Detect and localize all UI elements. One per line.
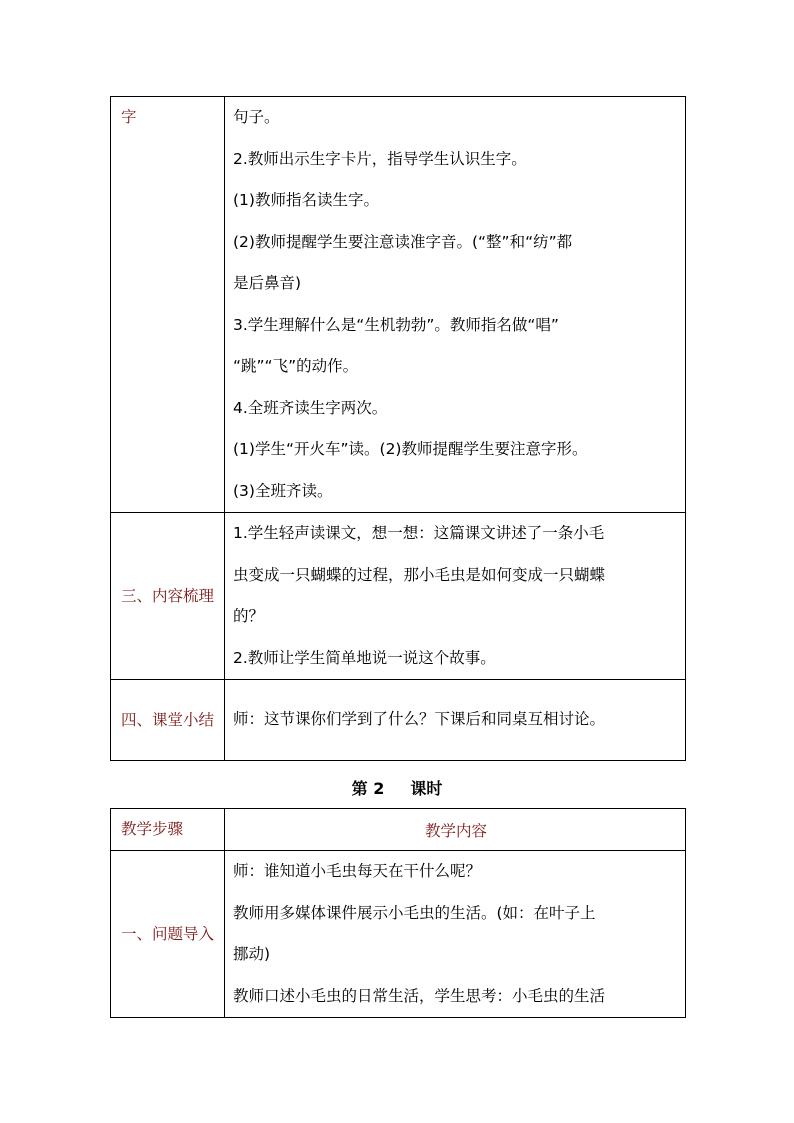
table-row bbox=[111, 851, 686, 1018]
step-cell bbox=[111, 680, 225, 761]
content-line: 4.全班齐读生字两次。 bbox=[233, 398, 388, 417]
table-header-row bbox=[111, 809, 686, 851]
content-line: 2.教师让学生简单地说一说这个故事。 bbox=[233, 648, 496, 667]
content-line: (3)全班齐读。 bbox=[233, 481, 333, 500]
step-cell bbox=[111, 513, 225, 680]
table-row bbox=[111, 680, 686, 761]
lesson-table-1 bbox=[110, 96, 686, 761]
step-label: 一、问题导入 bbox=[121, 924, 215, 943]
content-cell bbox=[225, 513, 686, 680]
content-line: 挪动) bbox=[233, 945, 271, 963]
content-cell bbox=[225, 97, 686, 513]
step-label: 四、课堂小结 bbox=[121, 710, 215, 729]
table-row bbox=[111, 97, 686, 513]
content-cell bbox=[225, 851, 686, 1018]
content-line: (1)学生“开火车”读。(2)教师提醒学生要注意字形。 bbox=[233, 440, 588, 458]
step-cell bbox=[111, 851, 225, 1018]
content-line: 2.教师出示生字卡片，指导学生认识生字。 bbox=[233, 149, 527, 168]
step-cell bbox=[111, 97, 225, 513]
lesson-table-2 bbox=[110, 808, 686, 1018]
content-line: (1)教师指名读生字。 bbox=[233, 191, 379, 209]
content-line: “跳”“飞”的动作。 bbox=[233, 357, 359, 375]
step-label: 三、内容梳理 bbox=[121, 586, 215, 605]
content-line: 3.学生理解什么是“生机勃勃”。教师指名做“唱” bbox=[233, 315, 559, 334]
content-line: 虫变成一只蝴蝶的过程，那小毛虫是如何变成一只蝴蝶 bbox=[233, 565, 606, 584]
content-line: 1.学生轻声读课文，想一想：这篇课文讲述了一条小毛 bbox=[233, 524, 605, 542]
heading-part: 第 2 bbox=[351, 779, 385, 798]
content-line: 师：谁知道小毛虫每天在干什么呢？ bbox=[233, 862, 482, 880]
lesson-period-heading bbox=[0, 775, 794, 803]
content-line: 句子。 bbox=[233, 108, 280, 126]
heading-part: 课时 bbox=[410, 779, 443, 798]
header-content-label: 教学内容 bbox=[424, 821, 487, 840]
header-step-label: 教学步骤 bbox=[121, 820, 184, 838]
header-content-cell bbox=[225, 809, 686, 851]
content-line: 的？ bbox=[233, 607, 265, 625]
content-line: 教师口述小毛虫的日常生活，学生思考：小毛虫的生活 bbox=[233, 986, 606, 1005]
content-cell bbox=[225, 680, 686, 761]
table-row bbox=[111, 513, 686, 680]
content-line: 师：这节课你们学到了什么？下课后和同桌互相讨论。 bbox=[233, 710, 606, 729]
content-line: 是后鼻音) bbox=[233, 274, 302, 292]
content-line: (2)教师提醒学生要注意读准字音。(“整”和“纺”都 bbox=[233, 232, 573, 251]
header-step-cell bbox=[111, 809, 225, 851]
step-label: 字 bbox=[121, 108, 137, 126]
content-line: 教师用多媒体课件展示小毛虫的生活。(如：在叶子上 bbox=[233, 903, 596, 922]
